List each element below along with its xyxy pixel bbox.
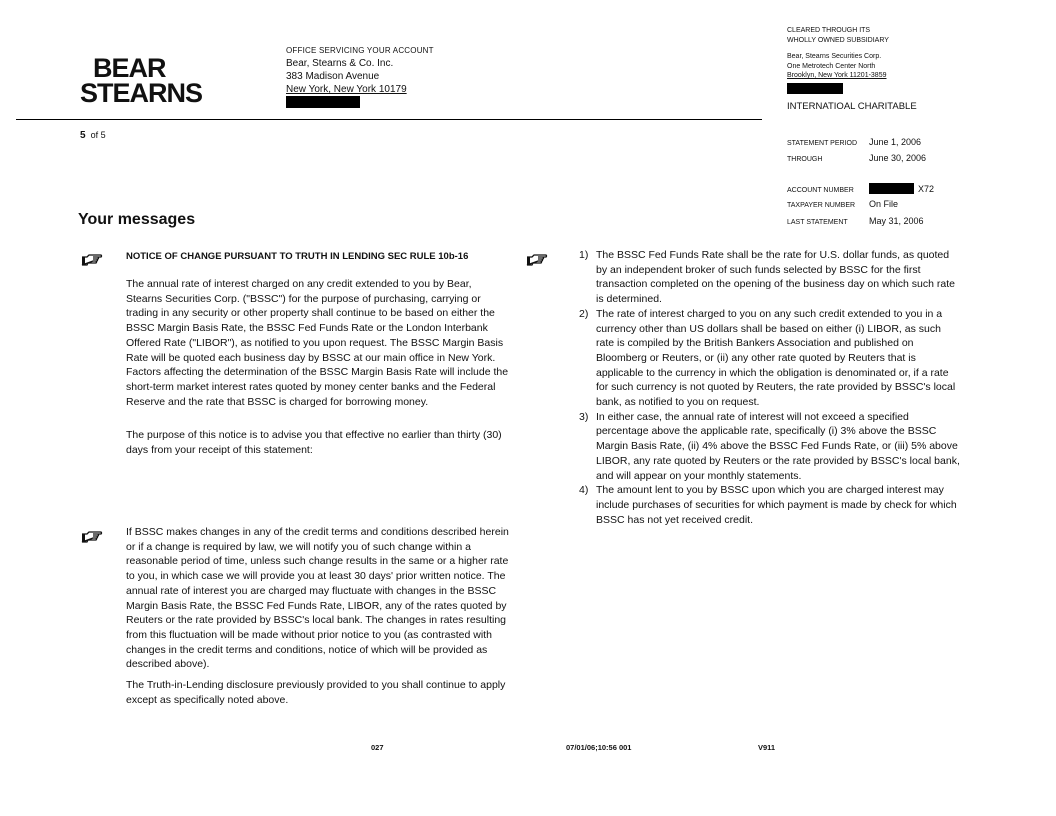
office-name: Bear, Stearns & Co. Inc. — [286, 58, 394, 69]
account-number-redaction — [869, 183, 914, 194]
footer-timestamp: 07/01/06;10:56 001 — [566, 743, 632, 752]
clearing-firm-name: Bear, Stearns Securities Corp. — [787, 53, 882, 60]
statement-period-value: June 1, 2006 — [869, 137, 922, 147]
redaction-bar — [787, 83, 843, 94]
office-city: New York, New York 10179 — [286, 84, 407, 95]
office-label: OFFICE SERVICING YOUR ACCOUNT — [286, 46, 434, 55]
logo-line-1: BEAR — [93, 53, 166, 83]
clearing-firm-city: Brooklyn, New York 11201-3859 — [787, 72, 887, 79]
taxpayer-number-label: TAXPAYER NUMBER — [787, 202, 856, 209]
pointing-hand-icon — [81, 251, 103, 269]
header-divider — [16, 119, 762, 120]
page-of: of 5 — [90, 130, 106, 140]
office-address-block — [286, 44, 434, 112]
through-value: June 30, 2006 — [869, 153, 927, 163]
messages-title: Your messages — [78, 211, 196, 228]
pointing-hand-icon — [526, 251, 548, 269]
account-number-label: ACCOUNT NUMBER — [787, 187, 854, 194]
redaction-bar — [286, 96, 360, 108]
list-item-number: 3) — [579, 410, 589, 423]
office-street: 383 Madison Avenue — [286, 71, 380, 82]
clearing-firm-street: One Metrotech Center North — [787, 62, 876, 70]
through-label: THROUGH — [787, 156, 823, 163]
clearing-firm-address — [787, 52, 887, 97]
bear-stearns-logo — [80, 53, 203, 108]
cleared-line-2: WHOLLY OWNED SUBSIDIARY — [787, 36, 889, 44]
list-item-text: In either case, the annual rate of interest will not exceed a specified percentage above the applicable rate, specifically (i) 3% above the BSSC Margin Basis Rate, (ii) 4% above the BSSC Fed Funds Rate, or (iii) 5% above LIBOR, any rate quoted by Reuters or the rate provided by BSSC's local bank, and will appear on your monthly statements. — [596, 410, 960, 482]
list-item-number: 4) — [579, 484, 589, 497]
list-item-text: The BSSC Fed Funds Rate shall be the rate for U.S. dollar funds, as quoted by an independent broker of such funds selected by BSSC for the first transaction completed on the opening of the business day on which such rate is determined. — [596, 249, 955, 306]
notice-title: NOTICE OF CHANGE PURSUANT TO TRUTH IN LENDING SEC RULE 10b-16 — [126, 251, 469, 262]
account-name: INTERNATIOAL CHARITABLE — [787, 101, 917, 112]
list-item-text: The amount lent to you by BSSC upon which you are charged interest may include purchases of securities for which payment is made by check for which BSSC has not yet received credit. — [596, 484, 957, 526]
page-number — [80, 130, 106, 141]
page-current: 5 — [80, 130, 86, 141]
list-item — [579, 483, 961, 527]
notice-paragraph-2: The purpose of this notice is to advise you that effective no earlier than thirty (30) days from your receipt of this statement: — [126, 429, 502, 456]
list-item — [579, 248, 961, 307]
logo-line-2: STEARNS — [80, 78, 203, 108]
last-statement-label: LAST STATEMENT — [787, 219, 848, 226]
list-item-text: The rate of interest charged to you on any such credit extended to you in a currency other than US dollars shall be based on either (i) LIBOR, as such rate is compiled by the British Bankers Association and published on Bloomberg or Reuters, or (ii) any other rate quoted by Reuters that is applicable to the currency in which the obligation is denominated or, if a rate for such currency is not quoted by Reuters, the rate provided by BSSC's local bank, as notified to you on request. — [596, 307, 956, 409]
changes-paragraph-1: If BSSC makes changes in any of the credit terms and conditions described herein or if a change is required by law, we will notify you of such change within a reasonable period of time, unless such change results in the same or a higher rate to you, in which case we will provide you at least 30 days' prior written notice. The annual rate of interest you are charged may fluctuate with changes in the BSSC Margin Basis Rate, the BSSC Fed Funds Rate, LIBOR, any of the rates quoted by Reuters or the rate provided by BSSC's local bank. The changes in rates resulting from this fluctuation will be made without prior notice to you (as contrasted with changes in the credit terms and conditions, notice of which will be provided as described above). — [126, 526, 509, 671]
account-number-suffix: X72 — [918, 184, 935, 194]
list-item-number: 1) — [579, 249, 589, 261]
rate-conditions-list — [579, 248, 961, 527]
pointing-hand-icon — [81, 528, 103, 546]
statement-period-label: STATEMENT PERIOD — [787, 140, 858, 147]
last-statement-value: May 31, 2006 — [869, 216, 924, 226]
cleared-line-1: CLEARED THROUGH ITS — [787, 27, 871, 34]
footer-version: V911 — [758, 743, 776, 752]
taxpayer-number-value: On File — [869, 199, 899, 209]
list-item — [579, 410, 961, 484]
list-item-number: 2) — [579, 307, 589, 320]
notice-paragraph-1: The annual rate of interest charged on any credit extended to you by Bear, Stearns Securities Corp. ("BSSC") for the purpose of purchasing, carrying or trading in any security or other property shall continue to be based on either the BSSC Margin Basis Rate, the BSSC Fed Funds Rate or the London Interbank Offered Rate ("LIBOR"), as notified to you upon request. The BSSC Margin Basis Rate will be quoted each business day by BSSC at our main office in New York. Factors affecting the determination of the BSSC Margin Basis Rate will include the short-term market interest rates quoted by money center banks and the Federal Reserve and the rate that BSSC is charged for borrowing money. — [126, 278, 509, 408]
list-item — [579, 307, 961, 410]
footer-page-code: 027 — [371, 743, 384, 752]
changes-paragraph-2: The Truth-in-Lending disclosure previously provided to you shall continue to apply except as specifically noted above. — [126, 679, 506, 706]
cleared-through-label — [787, 26, 889, 45]
